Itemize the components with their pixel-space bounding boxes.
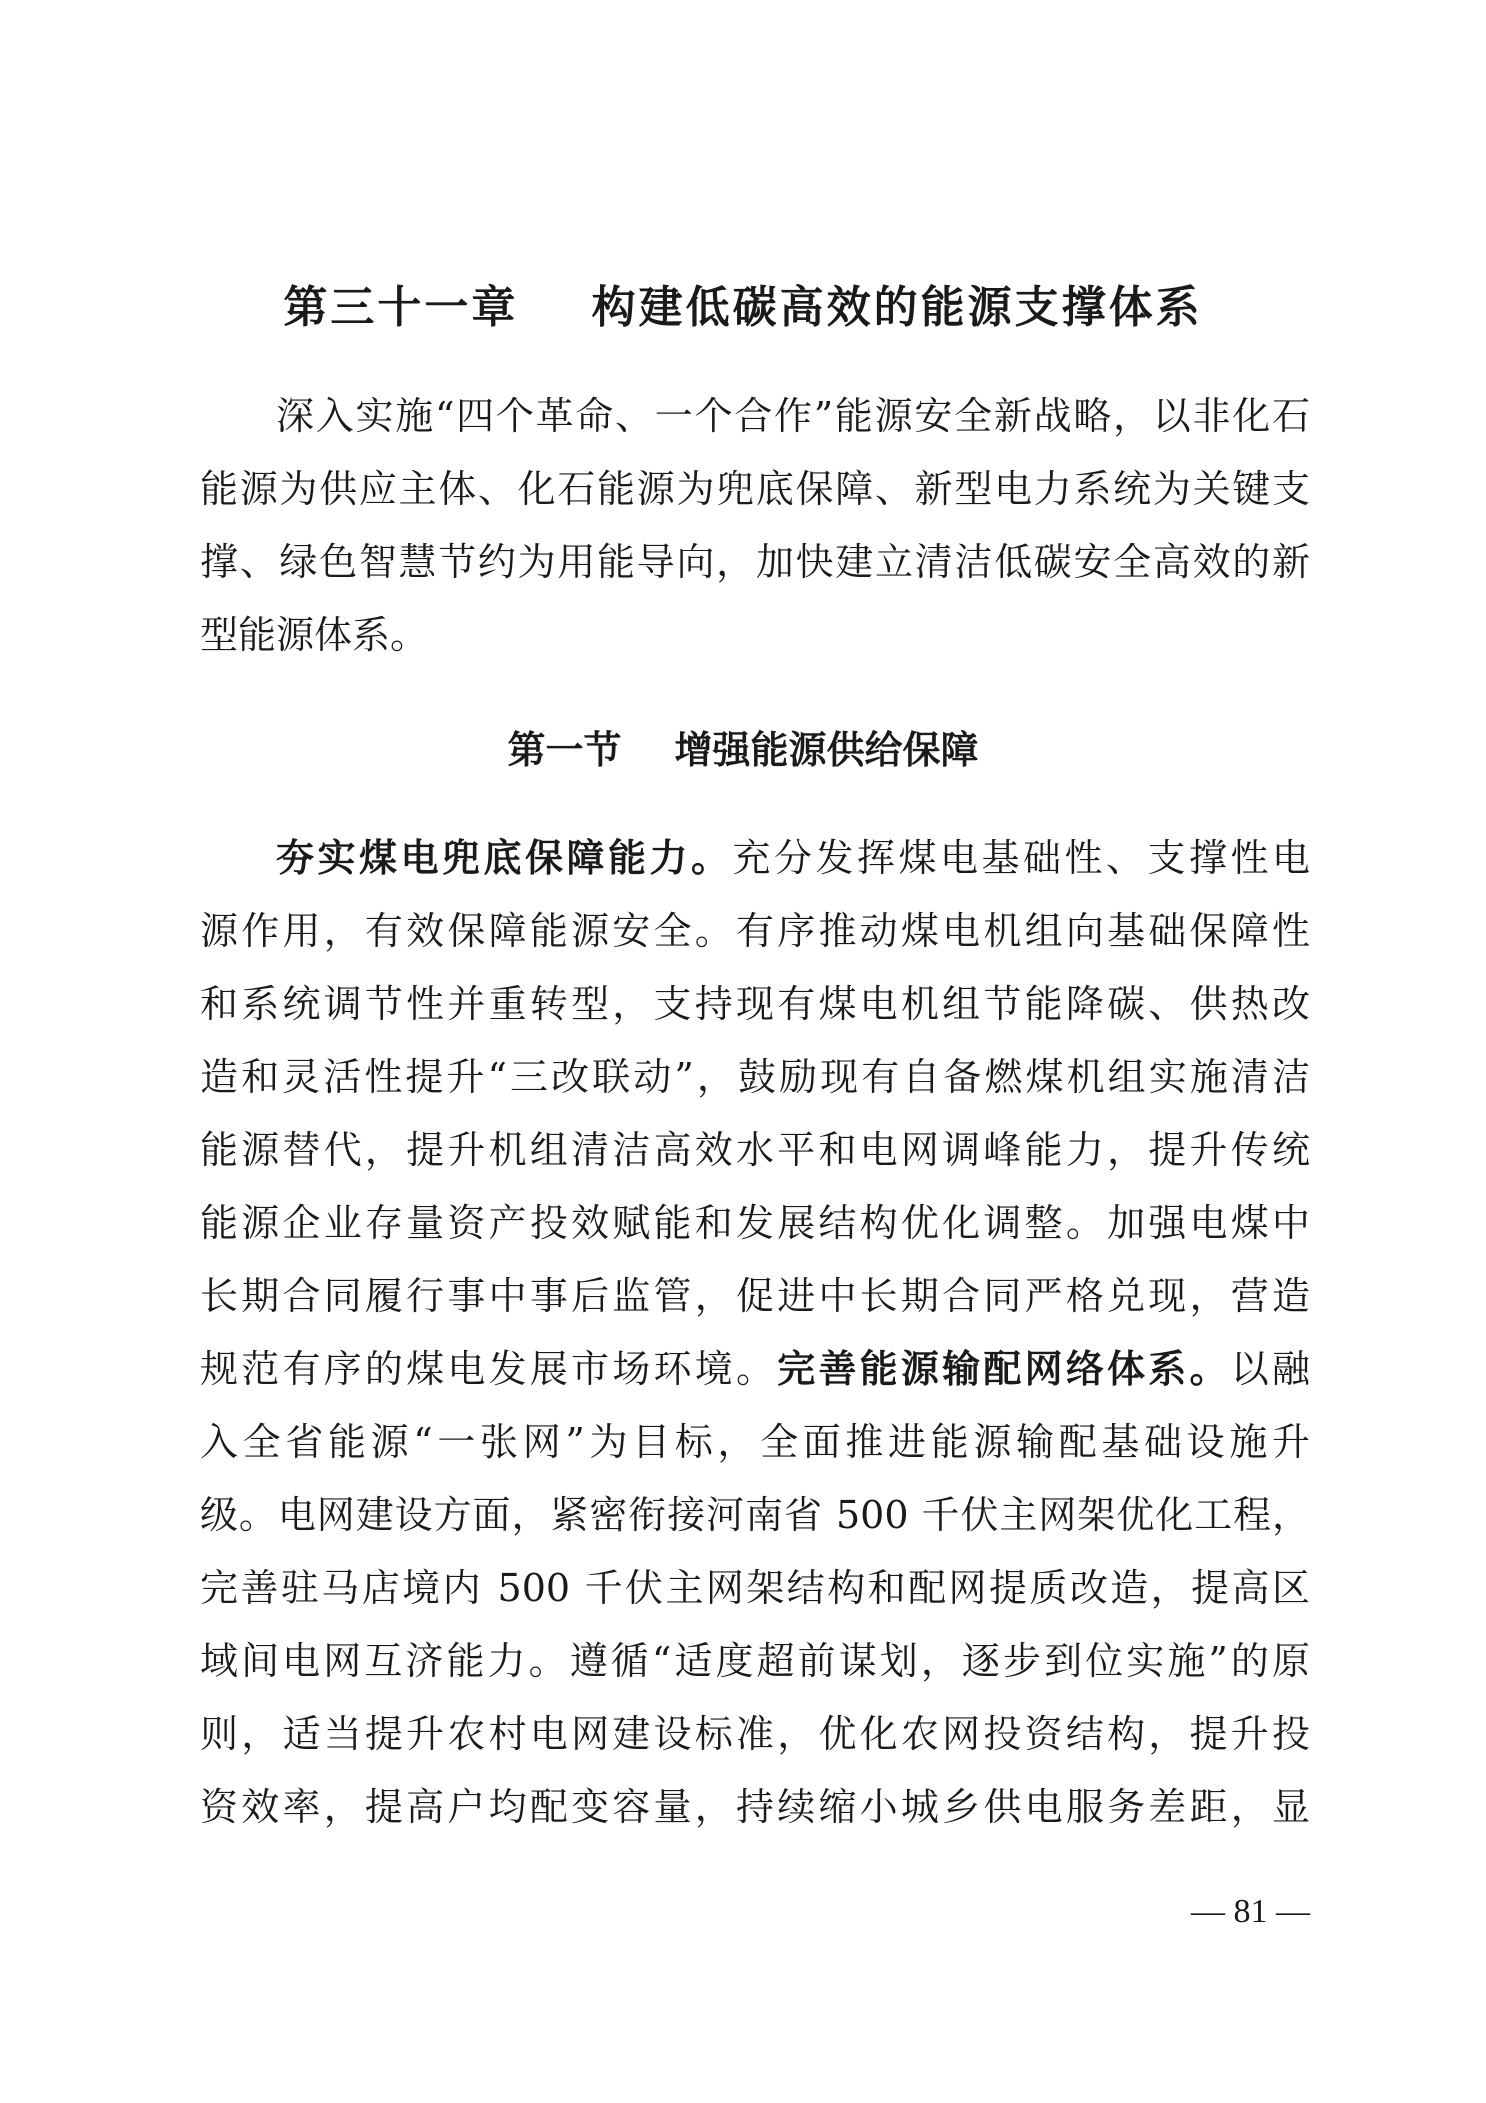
body-text: 以融	[1230, 1347, 1310, 1391]
body-paragraph	[200, 822, 1310, 1844]
paragraph-line: 则，适当提升农村电网建设标准，优化农网投资结构，提升投	[200, 1712, 1310, 1756]
paragraph-line: 撑、绿色智慧节约为用能导向，加快建立清洁低碳安全高效的新	[200, 540, 1310, 584]
section-title: 第一节 增强能源供给保障	[507, 728, 979, 772]
intro-paragraph	[200, 380, 1310, 672]
paragraph-line	[200, 822, 1310, 895]
page-number: — 81 —	[1191, 1893, 1310, 1930]
paragraph-line: 资效率，提高户均配变容量，持续缩小城乡供电服务差距，显	[200, 1785, 1310, 1829]
paragraph-line: 能源企业存量资产投效赋能和发展结构优化调整。加强电煤中	[200, 1201, 1310, 1245]
paragraph-line: 域间电网互济能力。遵循“适度超前谋划，逐步到位实施”的原	[200, 1639, 1310, 1683]
paragraph-line: 源作用，有效保障能源安全。有序推动煤电机组向基础保障性	[200, 909, 1310, 953]
paragraph-line	[200, 1333, 1310, 1406]
paragraph-line: 型能源体系。	[200, 613, 429, 657]
paragraph-line: 长期合同履行事中事后监管，促进中长期合同严格兑现，营造	[200, 1274, 1310, 1318]
paragraph-line: 能源为供应主体、化石能源为兜底保障、新型电力系统为关键支	[200, 467, 1310, 511]
paragraph-line: 造和灵活性提升“三改联动”，鼓励现有自备燃煤机组实施清洁	[200, 1055, 1310, 1099]
paragraph-line: 级。电网建设方面，紧密衔接河南省 500 千伏主网架优化工程，	[200, 1493, 1310, 1537]
paragraph-line: 入全省能源“一张网”为目标，全面推进能源输配基础设施升	[200, 1420, 1310, 1464]
paragraph-line: 和系统调节性并重转型，支持现有煤电机组节能降碳、供热改	[200, 982, 1310, 1026]
body-text: 规范有序的煤电发展市场环境。	[200, 1347, 778, 1391]
paragraph-line: 深入实施“四个革命、一个合作”能源安全新战略，以非化石	[276, 394, 1310, 438]
paragraph-line: 完善驻马店境内 500 千伏主网架结构和配网提质改造，提高区	[200, 1566, 1310, 1610]
chapter-title: 第三十一章 构建低碳高效的能源支撑体系	[283, 282, 1203, 333]
body-text: 充分发挥煤电基础性、支撑性电	[732, 836, 1310, 880]
paragraph-line: 能源替代，提升机组清洁高效水平和电网调峰能力，提升传统	[200, 1128, 1310, 1172]
bold-heading-text: 夯实煤电兜底保障能力。	[276, 836, 733, 880]
bold-heading-text: 完善能源输配网络体系。	[777, 1347, 1231, 1391]
